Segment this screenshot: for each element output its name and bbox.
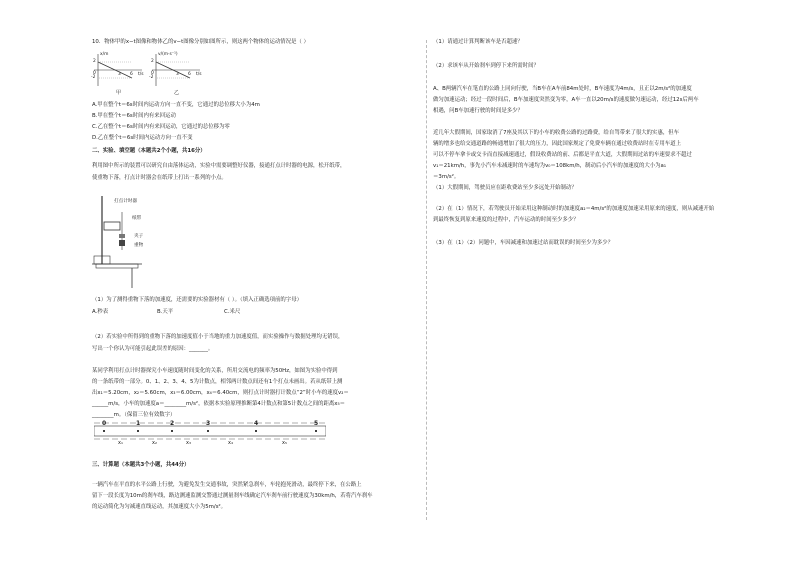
tape-point-2: 2 bbox=[170, 420, 175, 427]
p3-line4: v₁＝21km/h，事先小汽车未减速时的车速均为v₀＝108km/h，制动后小汽车的加速度的大小为a₁ bbox=[433, 163, 667, 169]
tape-x2: x₂ bbox=[152, 440, 157, 446]
label-clip: 夹子 bbox=[134, 234, 144, 239]
p2-line3: 相遇，问B车加速行驶的时间是多少？ bbox=[433, 108, 523, 114]
graph-a-ylabel: x/m bbox=[100, 52, 109, 57]
exp1-q2-line2: 写出一个你认为可能引起此误差的原因：_______。 bbox=[92, 346, 214, 352]
column-divider bbox=[426, 40, 427, 520]
p3-line1: 近几年大假期间，国家取消了7座及其以下的小车的收费公路的过路费，给自驾带来了很大的实惠，但车 bbox=[433, 130, 680, 136]
calc1-line2: 留下一段长度为10m的刹车线，路边测速监测交警通过测量刹车线确定汽车刹车前行驶速度为30km/h，若将汽车刹车 bbox=[92, 493, 373, 499]
exp2-line4: ______m/s，小车的加速度a＝________m/s²，依据本实验原理推断第4计数点和第5计数点之间的距离x₅＝ bbox=[92, 401, 346, 407]
exp2-line3: 出x₁＝5.20cm，x₂＝5.60cm，x₃＝6.00cm，x₄＝6.40cm，则打点计时器打计数点“2”时小车的速度v₂＝ bbox=[92, 390, 349, 396]
exp1-intro-2: 使重物下落，打点计时器会在纸带上打出一系列的小点。 bbox=[92, 175, 227, 181]
label-weight: 重物 bbox=[134, 243, 144, 248]
tape-x1: x₁ bbox=[118, 440, 123, 446]
q10-option-d: D.乙在整个t＝6s时间内运动方向一直不变 bbox=[92, 135, 193, 141]
exp1-option-c: C.米尺 bbox=[224, 309, 241, 315]
graph-b-caption: 乙 bbox=[174, 90, 180, 96]
tape-x4: x₄ bbox=[228, 440, 233, 446]
graph-a-ytick-bottom: -2 bbox=[91, 75, 96, 80]
graph-b-ylabel: v/(m·s⁻¹) bbox=[158, 52, 178, 57]
graph-b-ytick-bottom: -2 bbox=[149, 75, 154, 80]
p3-line3: 可以不停车拿卡或交卡而直接减速通过，假设收费站的前、后都是平直大道，大假期间过站的车速要求不超过 bbox=[433, 152, 692, 158]
p3-q2-line2: 到最终恢复到原来速度的过程中，汽车运动的时间至少多少？ bbox=[433, 217, 579, 223]
graph-a-xtick-1: 3 bbox=[118, 72, 121, 77]
q10-option-a: A.甲在整个t＝6s时间内运动方向一直不变，它通过的总位移大小为4m bbox=[92, 102, 260, 108]
graph-b-xtick-1: 3 bbox=[176, 72, 179, 77]
exp2-line5: ________m。（保留三位有效数字） bbox=[92, 412, 176, 418]
graph-b-ytick-top: 2 bbox=[151, 59, 154, 64]
r-q2: （2）求该车从开始刹车到停下来所需时间？ bbox=[433, 63, 539, 69]
r-q1: （1）请通过计算判断该车是否超速？ bbox=[433, 39, 523, 45]
tape-point-0: 0 bbox=[102, 420, 107, 427]
p3-q2-line1: （2）在（1）情况下，若驾驶员开始采用这种制动时的加速度a₂＝4m/s²的加速度加速采用原来的速度，则从减速开始 bbox=[433, 206, 715, 212]
tape-x3: x₃ bbox=[186, 440, 191, 446]
tape-point-1: 1 bbox=[136, 420, 141, 427]
section2-title: 二、实验、填空题（本题共2个小题，共16分） bbox=[92, 148, 206, 154]
graph-a-ytick-top: 2 bbox=[93, 59, 96, 64]
label-tape: 纸带 bbox=[132, 216, 142, 221]
p3-line2: 辆的增多也给交通道路的畅通增加了很大的压力，因此国家规定了免费车辆在通过收费站时在专用车道上 bbox=[433, 141, 681, 147]
label-timer: 打点计时器 bbox=[114, 199, 137, 204]
tape-x5: x₅ bbox=[282, 440, 287, 446]
calc1-line3: 的运动简化为匀减速直线运动，其加速度大小为5m/s²。 bbox=[92, 504, 227, 510]
exp1-q1: （1）为了测得重物下落的加速度，还需要的实验器材有（ ）。（填入正确选项前的字母） bbox=[92, 297, 302, 303]
graph-b-xlabel: t/s bbox=[196, 72, 202, 77]
q10-option-b: B.甲在整个t＝6s时间内有来回运动 bbox=[92, 113, 176, 119]
exp1-q2-line1: （2）若实验中所得到的重物下落的加速度值小于当地的重力加速度值，而实验操作与数据处理均无错误， bbox=[92, 334, 344, 340]
tape-point-3: 3 bbox=[206, 420, 211, 427]
tape-point-4: 4 bbox=[254, 420, 259, 427]
q10-stem: 10．物体甲的x−t图像和物体乙的v−t图像分别如图所示，则这两个物体的运动情况是（ ） bbox=[92, 39, 309, 45]
exp1-option-b: B.天平 bbox=[157, 309, 174, 315]
exp2-line2: 的一条纸带的一部分。0、1、2、3、4、5为计数点，相邻两计数点间还有1个打点未画出。若从纸带上测 bbox=[92, 379, 343, 385]
graph-a-origin: 0 bbox=[93, 71, 96, 76]
calc1-line1: 一辆汽车在平直的水平公路上行驶，为避免发生交通事故，突然紧急刹车，车轮抱死滑动，最终停下来，在公路上 bbox=[92, 482, 362, 488]
p3-q3: （3）在（1）（2）问题中，车因减速和加速过站而耽误的时间至少为多少？ bbox=[433, 240, 614, 246]
exp2-line1: 某同学利用打点计时器探究小车速度随时间变化的关系，所用交流电的频率为50Hz，如图为实验中得到 bbox=[92, 368, 338, 374]
exp1-option-a: A.秒表 bbox=[92, 309, 109, 315]
graph-b-origin: 0 bbox=[151, 71, 154, 76]
tape-point-5: 5 bbox=[314, 420, 319, 427]
graph-a-xtick-2: 6 bbox=[130, 72, 133, 77]
exp1-intro-1: 利用图中所示的装置可以研究自由落体运动，实验中需要调整好仪器，接通打点计时器的电源，松开纸带， bbox=[92, 163, 346, 169]
q10-option-c: C.乙在整个t＝6s时间内有来回运动，它通过的总位移为零 bbox=[92, 124, 230, 130]
p2-line2: 做匀加速运动；经过一段时间后，B车加速度突然变为零，A车一直以20m/s的速度做匀速运动，经过12s后两车 bbox=[433, 97, 699, 103]
p3-line5: ＝3m/s²。 bbox=[433, 174, 460, 180]
graph-a-caption: 甲 bbox=[116, 90, 122, 96]
p2-line1: A、B两辆汽车在笔直的公路上同向行驶，当B车在A车前84m处时，B车速度为4m/s，且正以2m/s²的加速度 bbox=[433, 86, 692, 92]
graph-a-xlabel: t/s bbox=[138, 72, 144, 77]
p3-q1: （1）大假期间，驾驶员应在距收费站至少多远处开始制动？ bbox=[433, 185, 577, 191]
graph-b-xtick-2: 6 bbox=[188, 72, 191, 77]
section3-title: 三、计算题（本题共3个小题，共44分） bbox=[92, 462, 190, 468]
